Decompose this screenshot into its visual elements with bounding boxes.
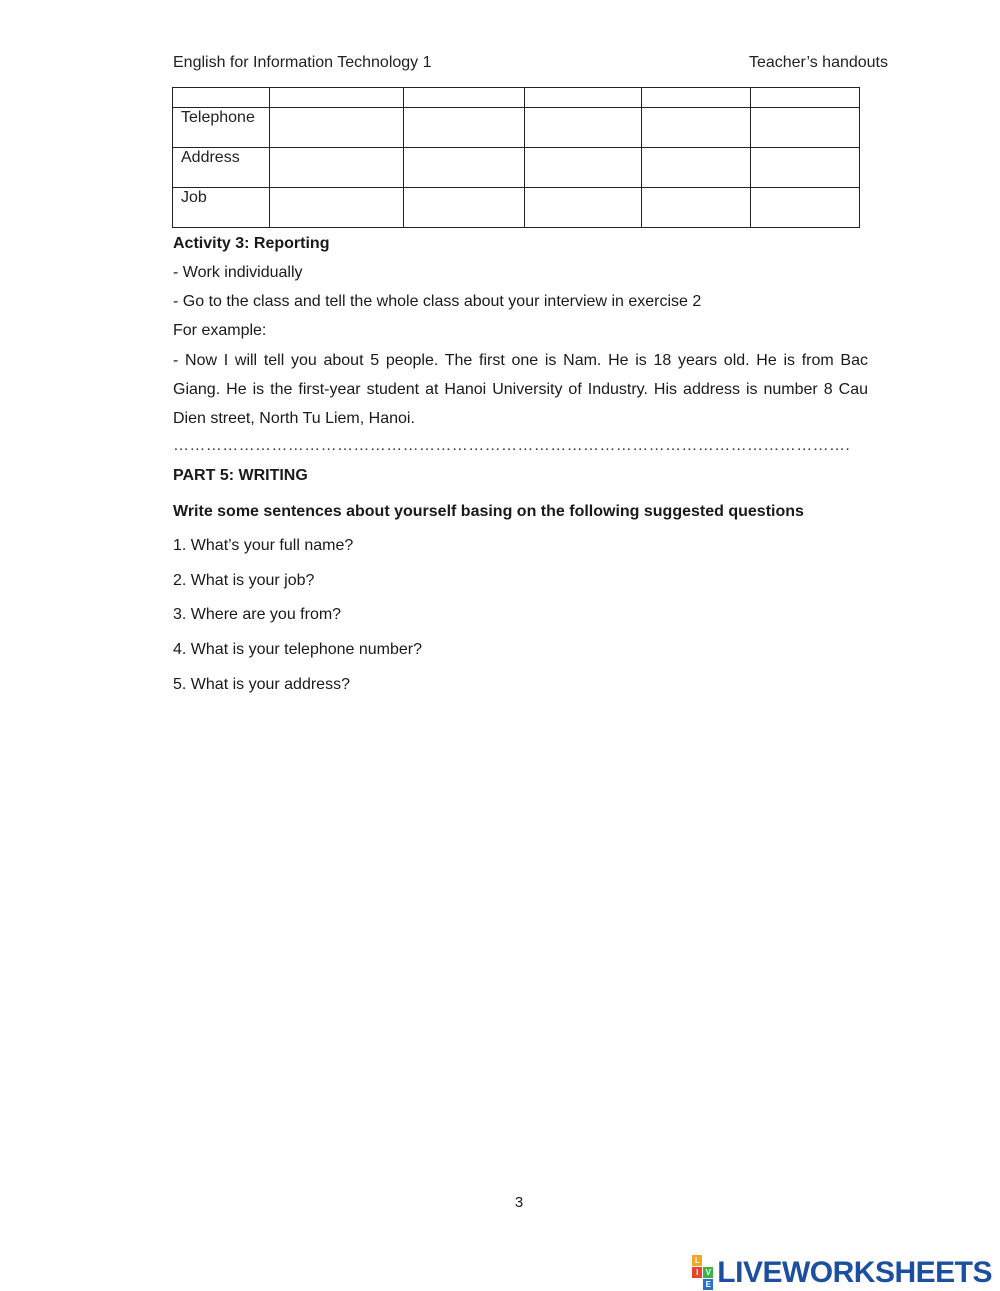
activity3-line2: - Go to the class and tell the whole class about your interview in exercise 2 (173, 293, 702, 310)
table-cell (642, 88, 751, 108)
part5-title: PART 5: WRITING (173, 467, 308, 484)
liveworksheets-logo (692, 1255, 992, 1290)
header-title: English for Information Technology 1 (173, 54, 432, 71)
question-1: 1. What’s your full name? (173, 537, 354, 554)
activity3-line1: - Work individually (173, 264, 303, 281)
answer-dotted-line: ……………………………………………………………………………………………………………. (173, 437, 851, 454)
table-cell (270, 88, 404, 108)
example-label: For example: (173, 322, 267, 339)
example-paragraph: - Now I will tell you about 5 people. The first one is Nam. He is 18 years old. He is from Bac Giang. He is the first-year student at Hanoi University of Industry. His address is number 8 Cau Dien street, North Tu Liem, Hanoi. (173, 352, 868, 427)
table-cell (404, 88, 525, 108)
answer-cell[interactable] (751, 148, 860, 188)
answer-cell[interactable] (642, 148, 751, 188)
row-label-telephone: Telephone (173, 108, 270, 148)
answer-cell[interactable] (751, 188, 860, 228)
table-row (173, 108, 860, 148)
answer-cell[interactable] (525, 188, 642, 228)
answer-cell[interactable] (404, 188, 525, 228)
part5-instruction: Write some sentences about yourself basing on the following suggested questions (173, 503, 804, 520)
logo-mark-icon (692, 1255, 713, 1290)
row-label-job: Job (173, 188, 270, 228)
question-4: 4. What is your telephone number? (173, 641, 423, 658)
answer-cell[interactable] (404, 108, 525, 148)
table-row (173, 88, 860, 108)
table-row (173, 188, 860, 228)
logo-mark-letter: L (692, 1255, 702, 1266)
table-row (173, 148, 860, 188)
table-cell (525, 88, 642, 108)
answer-cell[interactable] (642, 108, 751, 148)
logo-mark-letter: E (703, 1279, 713, 1290)
question-2: 2. What is your job? (173, 572, 315, 589)
answer-cell[interactable] (751, 108, 860, 148)
logo-mark-letter: I (692, 1267, 702, 1278)
answer-cell[interactable] (270, 148, 404, 188)
answer-cell[interactable] (642, 188, 751, 228)
row-label-address: Address (173, 148, 270, 188)
answer-cell[interactable] (270, 108, 404, 148)
table-cell (751, 88, 860, 108)
table-cell (173, 88, 270, 108)
answer-cell[interactable] (525, 148, 642, 188)
answer-cell[interactable] (525, 108, 642, 148)
header-subtitle: Teacher’s handouts (748, 54, 888, 71)
answer-cell[interactable] (270, 188, 404, 228)
activity3-title: Activity 3: Reporting (173, 235, 330, 252)
logo-mark-letter: V (703, 1267, 713, 1278)
logo-text: LIVEWORKSHEETS (717, 1255, 992, 1289)
question-3: 3. Where are you from? (173, 606, 342, 623)
question-5: 5. What is your address? (173, 676, 350, 693)
interview-table (172, 87, 860, 228)
answer-cell[interactable] (404, 148, 525, 188)
page-number: 3 (514, 1194, 524, 1211)
